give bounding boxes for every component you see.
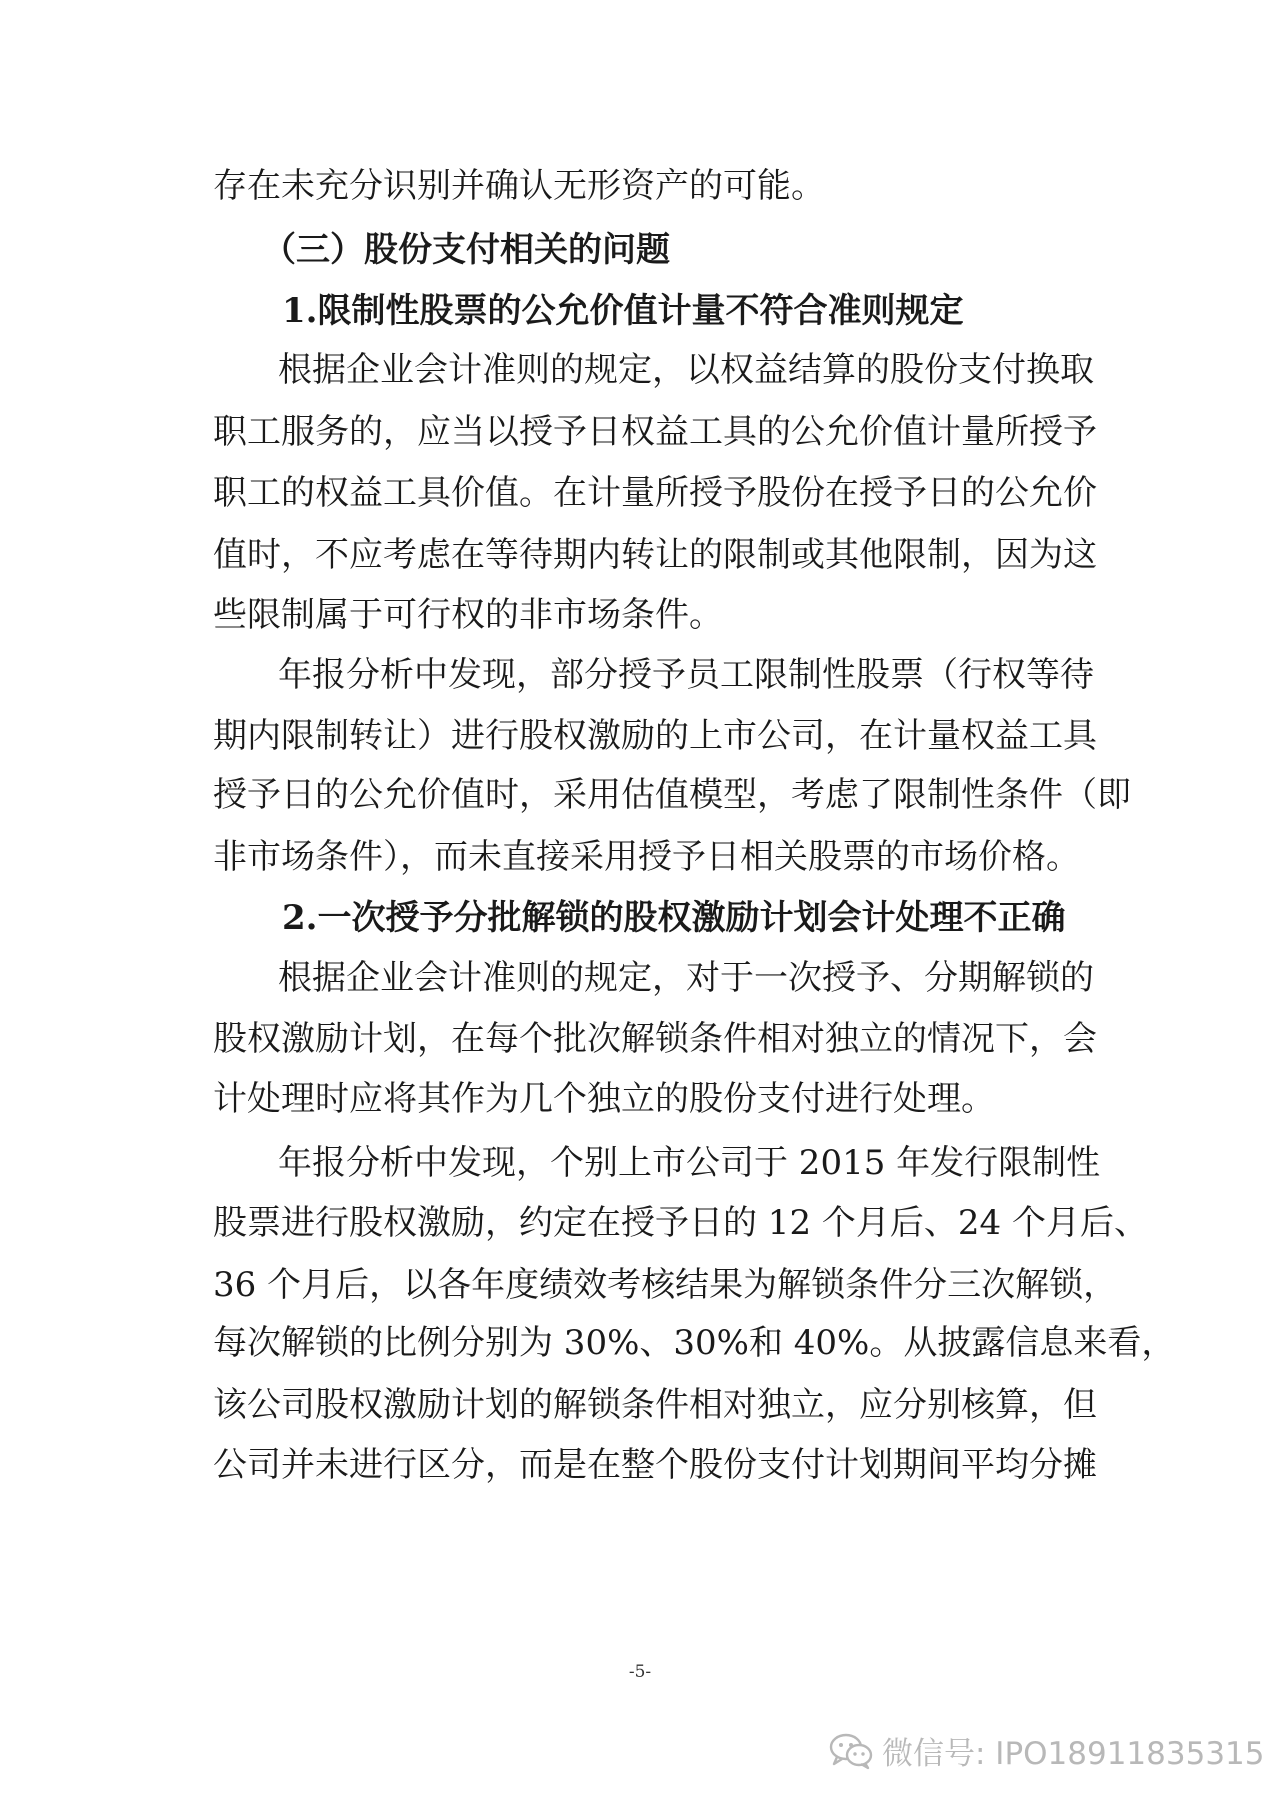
section-heading: （三）股份支付相关的问题 (262, 230, 670, 270)
text-line: 股票进行股权激励，约定在授予日的 12 个月后、24 个月后、 (213, 1203, 1148, 1243)
text-line: 计处理时应将其作为几个独立的股份支付进行处理。 (213, 1079, 995, 1119)
text-line: 每次解锁的比例分别为 30%、30%和 40%。从披露信息来看， (213, 1323, 1176, 1363)
text-line: 授予日的公允价值时，采用估值模型，考虑了限制性条件（即 (213, 775, 1131, 815)
text-line: 非市场条件），而未直接采用授予日相关股票的市场价格。 (213, 837, 1080, 877)
text-line: 根据企业会计准则的规定，以权益结算的股份支付换取 (278, 350, 1094, 390)
text-line: 36 个月后，以各年度绩效考核结果为解锁条件分三次解锁， (213, 1265, 1118, 1305)
text-line: 存在未充分识别并确认无形资产的可能。 (213, 166, 825, 206)
page-number: -5- (628, 1662, 652, 1682)
text-line: 根据企业会计准则的规定，对于一次授予、分期解锁的 (278, 958, 1094, 998)
text-line: 职工的权益工具价值。在计量所授予股份在授予日的公允价 (213, 473, 1097, 513)
watermark (828, 1722, 1265, 1778)
wechat-icon (828, 1730, 874, 1770)
text-line: 年报分析中发现，部分授予员工限制性股票（行权等待 (278, 655, 1094, 695)
text-line: 股权激励计划，在每个批次解锁条件相对独立的情况下，会 (213, 1019, 1097, 1059)
text-line: 值时，不应考虑在等待期内转让的限制或其他限制，因为这 (213, 535, 1097, 575)
text-line: 职工服务的，应当以授予日权益工具的公允价值计量所授予 (213, 412, 1097, 452)
text-line: 些限制属于可行权的非市场条件。 (213, 595, 723, 635)
text-line: 该公司股权激励计划的解锁条件相对独立，应分别核算，但 (213, 1385, 1097, 1425)
text-line: 期内限制转让）进行股权激励的上市公司，在计量权益工具 (213, 716, 1097, 756)
subsection-heading: 2.一次授予分批解锁的股权激励计划会计处理不正确 (282, 898, 1066, 938)
watermark-text: 微信号: IPO18911835315 (882, 1735, 1265, 1772)
subsection-heading: 1.限制性股票的公允价值计量不符合准则规定 (282, 291, 964, 331)
text-line: 公司并未进行区分，而是在整个股份支付计划期间平均分摊 (213, 1445, 1097, 1485)
text-line: 年报分析中发现，个别上市公司于 2015 年发行限制性 (278, 1143, 1101, 1183)
